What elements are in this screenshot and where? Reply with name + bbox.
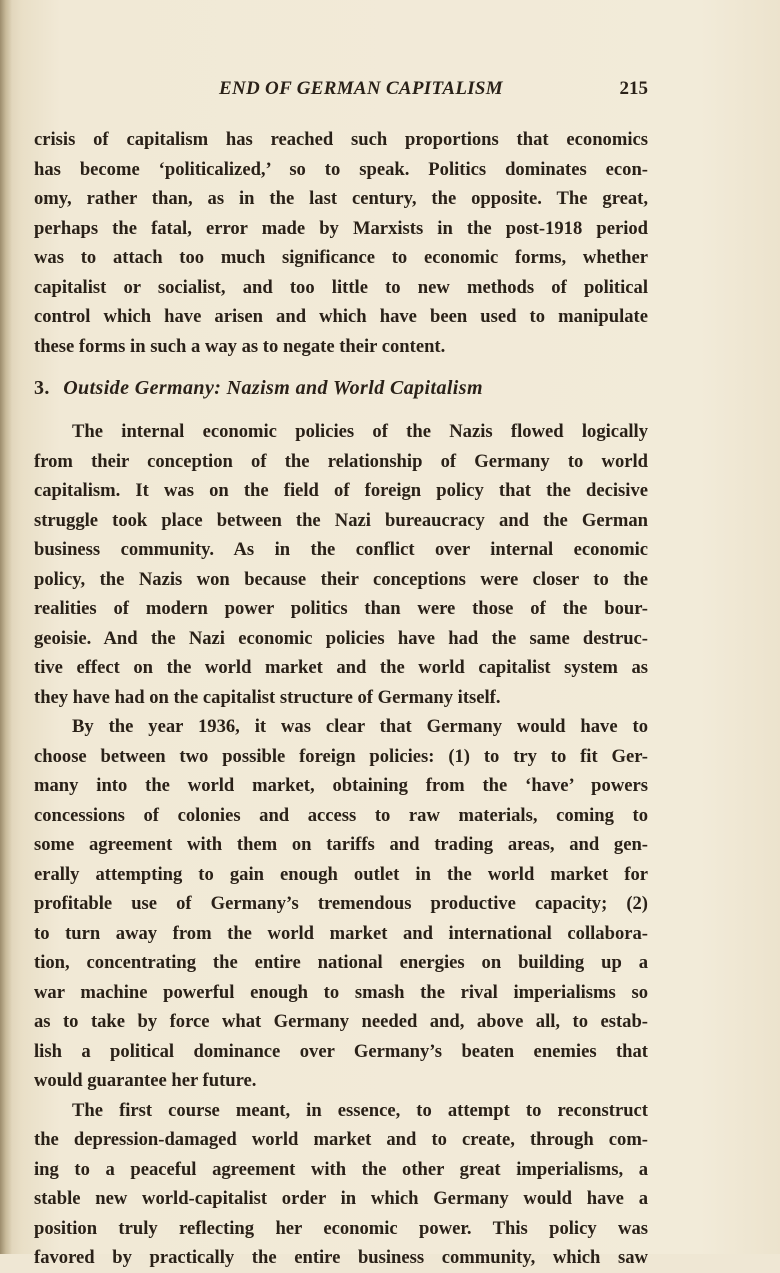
text-line: war machine powerful enough to smash the rival imperialisms so: [34, 981, 648, 1003]
text-line: tion, concentrating the entire national energies on building up a: [34, 952, 648, 973]
text-line: ing to a peaceful agreement with the other great imperialisms, a: [34, 1158, 648, 1180]
text-line: erally attempting to gain enough outlet in the world market for: [34, 863, 648, 885]
text-line: many into the world market, obtaining from the ‘have’ powers: [34, 775, 648, 796]
text-line: realities of modern power politics than were those of the bour-: [34, 598, 648, 619]
running-title: END OF GERMAN CAPITALISM: [218, 78, 503, 99]
paragraph-4: [34, 1096, 648, 1273]
section-number: 3.: [34, 377, 50, 399]
text-line: stable new world-capitalist order in which Germany would have a: [34, 1188, 648, 1209]
text-line: capitalist or socialist, and too little to new methods of political: [34, 276, 648, 298]
text-line: they have had on the capitalist structure of Germany itself.: [34, 686, 501, 708]
text-line: to turn away from the world market and international collabora-: [34, 922, 648, 944]
text-line: as to take by force what Germany needed and, above all, to estab-: [34, 1011, 648, 1032]
text-line: lish a political dominance over Germany’s beaten enemies that: [34, 1040, 648, 1062]
text-line: would guarantee her future.: [34, 1070, 257, 1091]
text-line: policy, the Nazis won because their conceptions were closer to the: [34, 568, 648, 590]
section-title: Outside Germany: Nazism and World Capitalism: [63, 377, 483, 399]
text-line: concessions of colonies and access to raw materials, coming to: [34, 804, 648, 826]
page-number: 215: [619, 78, 648, 99]
running-head: [34, 78, 648, 106]
text-line: crisis of capitalism has reached such proportions that economics: [34, 129, 648, 150]
body-text: [34, 125, 648, 1273]
text-line: perhaps the fatal, error made by Marxists in the post-1918 period: [34, 217, 648, 239]
text-line: control which have arisen and which have been used to manipulate: [34, 306, 648, 327]
text-line: profitable use of Germany’s tremendous productive capacity; (2): [34, 893, 648, 914]
text-line: favored by practically the entire business community, which saw: [34, 1247, 648, 1268]
text-line: was to attach too much significance to economic forms, whether: [34, 247, 648, 268]
text-line: business community. As in the conflict over internal economic: [34, 539, 648, 560]
text-line: has become ‘politicalized,’ so to speak. Politics dominates econ-: [34, 158, 648, 180]
text-line: choose between two possible foreign policies: (1) to try to fit Ger-: [34, 745, 648, 767]
text-line: struggle took place between the Nazi bureaucracy and the German: [34, 509, 648, 531]
text-line: The internal economic policies of the Nazis flowed logically: [72, 421, 648, 442]
text-line: from their conception of the relationship of Germany to world: [34, 450, 648, 472]
text-line: the depression-damaged world market and to create, through com-: [34, 1129, 648, 1150]
text-line: tive effect on the world market and the world capitalist system as: [34, 657, 648, 678]
paragraph-3: [34, 712, 648, 1096]
text-line: capitalism. It was on the field of foreign policy that the decisive: [34, 480, 648, 501]
text-line: omy, rather than, as in the last century, the opposite. The great,: [34, 188, 648, 209]
paragraph-1: [34, 125, 648, 361]
text-line: some agreement with them on tariffs and trading areas, and gen-: [34, 834, 648, 855]
text-line: geoisie. And the Nazi economic policies have had the same destruc-: [34, 627, 648, 649]
text-line: position truly reflecting her economic power. This policy was: [34, 1217, 648, 1239]
text-line: these forms in such a way as to negate their content.: [34, 335, 446, 357]
section-heading: [34, 365, 648, 411]
paragraph-2: [34, 417, 648, 712]
book-spine-shadow: [0, 0, 12, 1254]
text-line: By the year 1936, it was clear that Germany would have to: [72, 716, 648, 737]
text-line: The first course meant, in essence, to attempt to reconstruct: [72, 1099, 648, 1121]
